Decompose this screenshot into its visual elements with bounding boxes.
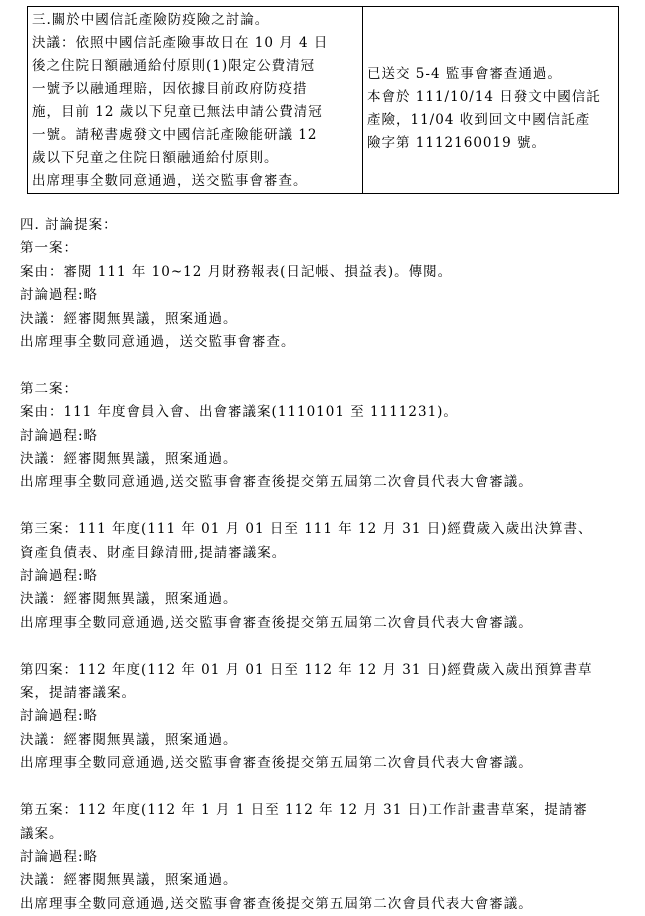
table-row bbox=[28, 7, 619, 194]
status-text-line: 本會於 111/10/14 日發文中國信託 bbox=[367, 89, 601, 105]
status-text-line: 險字第 1112160019 號。 bbox=[367, 135, 546, 151]
resolution-text-line: 出席理事全數同意通過，送交監事會審查。 bbox=[32, 173, 308, 189]
case-discussion: 討論過程:略 bbox=[20, 427, 99, 444]
resolution-text-line: 決議：依照中國信託產險事故日在 10 月 4 日 bbox=[32, 35, 329, 51]
case-title-continued: 案，提請審議案。 bbox=[20, 685, 136, 702]
case-outcome: 出席理事全數同意通過,送交監事會審查後提交第五屆第二次會員代表大會審議。 bbox=[20, 614, 533, 631]
discussion-section bbox=[20, 214, 630, 916]
resolution-text-line: 後之住院日額融通給付原則(1)限定公費清冠 bbox=[32, 58, 316, 74]
case-title-continued: 議案。 bbox=[20, 825, 64, 842]
resolution-table bbox=[27, 6, 619, 194]
case-title: 第四案：112 年度(112 年 01 月 01 日至 112 年 12 月 31 日)經費歲入歲出預算書草 bbox=[20, 661, 593, 678]
case-resolution: 決議：經審閱無異議，照案通過。 bbox=[20, 731, 238, 748]
case-resolution: 決議：經審閱無異議，照案通過。 bbox=[20, 872, 238, 889]
case-2 bbox=[20, 378, 630, 495]
resolution-text-line: 一號。請秘書處發文中國信託產險能研議 12 bbox=[32, 127, 318, 143]
status-text-line: 已送交 5-4 監事會審查通過。 bbox=[367, 66, 562, 82]
case-subject: 案由：審閱 111 年 10~12 月財務報表(日記帳、損益表)。傳閱。 bbox=[20, 263, 453, 280]
case-title: 第三案：111 年度(111 年 01 月 01 日至 111 年 12 月 31 日)經費歲入歲出決算書、 bbox=[20, 521, 593, 538]
case-outcome: 出席理事全數同意通過，送交監事會審查。 bbox=[20, 334, 296, 351]
case-outcome: 出席理事全數同意通過,送交監事會審查後提交第五屆第二次會員代表大會審議。 bbox=[20, 474, 533, 491]
case-resolution: 決議：經審閱無異議，照案通過。 bbox=[20, 591, 238, 608]
case-outcome: 出席理事全數同意通過,送交監事會審查後提交第五屆第二次會員代表大會審議。 bbox=[20, 895, 533, 912]
case-4 bbox=[20, 659, 630, 776]
case-5 bbox=[20, 799, 630, 916]
resolution-text-line: 施，目前 12 歲以下兒童已無法申請公費清冠 bbox=[32, 104, 323, 120]
item-heading: 三.關於中國信託產險防疫險之討論。 bbox=[32, 12, 270, 28]
resolution-text-line: 一號予以融通理賠，因依據目前政府防疫措 bbox=[32, 81, 308, 97]
case-resolution: 決議：經審閱無異議，照案通過。 bbox=[20, 310, 238, 327]
case-title: 第二案： bbox=[20, 380, 78, 397]
case-1 bbox=[20, 237, 630, 354]
case-discussion: 討論過程:略 bbox=[20, 708, 99, 725]
status-text-line: 產險，11/04 收到回文中國信託產 bbox=[367, 112, 591, 128]
case-resolution: 決議：經審閱無異議，照案通過。 bbox=[20, 451, 238, 468]
case-discussion: 討論過程:略 bbox=[20, 287, 99, 304]
case-3 bbox=[20, 518, 630, 635]
section-heading: 四. 討論提案： bbox=[20, 217, 118, 233]
case-outcome: 出席理事全數同意通過,送交監事會審查後提交第五屆第二次會員代表大會審議。 bbox=[20, 755, 533, 772]
status-cell bbox=[363, 7, 619, 194]
case-title-continued: 資產負債表、財產目錄清冊,提請審議案。 bbox=[20, 544, 287, 561]
resolution-text-line: 歲以下兒童之住院日額融通給付原則。 bbox=[32, 150, 279, 166]
case-title: 第五案：112 年度(112 年 1 月 1 日至 112 年 12 月 31 日)工作計畫書草案，提請審 bbox=[20, 802, 588, 819]
case-subject: 案由：111 年度會員入會、出會審議案(1110101 至 1111231)。 bbox=[20, 404, 458, 421]
case-title: 第一案： bbox=[20, 240, 78, 257]
case-discussion: 討論過程:略 bbox=[20, 568, 99, 585]
resolution-detail-cell bbox=[28, 7, 363, 194]
case-discussion: 討論過程:略 bbox=[20, 848, 99, 865]
